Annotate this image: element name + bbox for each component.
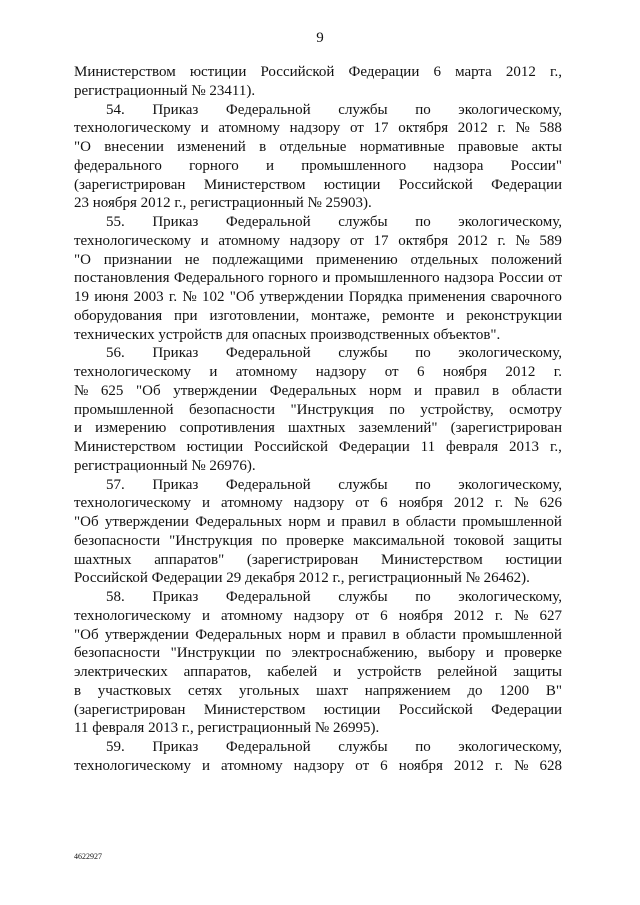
word: признании (103, 251, 172, 268)
word: Российской (254, 439, 328, 455)
word: федерального (74, 157, 162, 174)
word: промышленной (462, 626, 562, 643)
word: 589 (539, 232, 562, 249)
word: положений (491, 251, 562, 268)
word: 55. (106, 214, 125, 230)
word: г. (168, 289, 178, 305)
word: промышленного (301, 157, 407, 174)
text-line (74, 532, 562, 551)
word: по (265, 645, 282, 662)
word: 58. (106, 589, 125, 605)
word: 6 (416, 364, 425, 380)
word: 59. (106, 739, 125, 755)
word: Порядка (348, 289, 403, 305)
word: реконструкции (466, 307, 562, 324)
text-line (74, 101, 562, 120)
text-line (74, 344, 562, 363)
word: технологическому (74, 232, 191, 249)
word: 2003 (133, 289, 164, 305)
word: утверждении (104, 626, 189, 643)
text-line (74, 213, 562, 232)
word: экологическому, (458, 101, 562, 118)
text-line (74, 307, 562, 326)
word: г., (550, 64, 562, 80)
word: максимальной (352, 532, 445, 549)
word: "Инструкции (170, 645, 256, 662)
text-line (74, 644, 562, 663)
word: релейной (437, 664, 498, 680)
word: аппаратов, (183, 664, 252, 680)
word: измерению (95, 420, 167, 437)
word: Федеральных (195, 514, 283, 530)
word: электроснабжению, (291, 645, 418, 662)
word: проверке (504, 645, 562, 662)
word: Федерации (491, 176, 562, 193)
word: июня (94, 289, 129, 305)
word: правовые (457, 139, 519, 155)
word: участковых (97, 682, 172, 699)
word: юстиции (189, 64, 247, 80)
word: в (74, 682, 82, 699)
word: технологическому (74, 364, 191, 380)
page-number: 9 (316, 30, 324, 46)
word: и (202, 607, 211, 624)
word: шахт (316, 682, 349, 699)
word: и (322, 270, 331, 287)
word: "Об (229, 289, 255, 305)
word: № (515, 232, 530, 249)
word: 588 (539, 120, 562, 137)
word: оборудования (74, 307, 163, 324)
word: надзору (293, 607, 345, 624)
text-line: 11 февраля 2013 г., регистрационный № 26995). (74, 720, 380, 737)
word: г. (494, 757, 504, 774)
word: надзору (289, 120, 341, 137)
word: сетях (188, 682, 223, 699)
word: области (405, 514, 457, 530)
word: "Об (74, 514, 99, 530)
word: (зарегистрирован (74, 701, 186, 718)
word: осмотру (509, 401, 562, 418)
word: отдельных (410, 251, 479, 268)
text-line (74, 607, 562, 626)
word: норм (288, 514, 321, 530)
word: при (174, 307, 198, 324)
word: Министерством (74, 64, 176, 80)
word: промышленного (334, 270, 440, 287)
text-line (74, 438, 562, 457)
word: В" (545, 682, 562, 699)
word: ноября (398, 757, 443, 774)
word: постановления (74, 270, 170, 287)
text-line (74, 382, 562, 401)
word: атомному (235, 364, 298, 380)
word: шахтных (288, 420, 346, 437)
word: и (200, 232, 209, 249)
word: службы (338, 214, 388, 230)
word: в (392, 514, 400, 530)
word: 2012 (453, 757, 484, 774)
word: Российской (398, 176, 473, 193)
word: надзору (315, 364, 367, 380)
word: по (415, 476, 431, 493)
word: отдельные (279, 139, 347, 155)
word: 17 (373, 232, 389, 249)
word: от (349, 232, 364, 249)
word: и (200, 120, 209, 137)
word: не (184, 251, 200, 268)
word: Федерации (348, 64, 420, 80)
word: безопасности (74, 645, 161, 662)
word: и (202, 757, 211, 774)
word: службы (338, 345, 388, 362)
word: Федерации (338, 439, 410, 455)
word: горного (268, 270, 318, 287)
text-line (74, 288, 562, 307)
word: 17 (373, 120, 389, 137)
word: России (498, 270, 544, 287)
word: № (182, 289, 197, 305)
word: № (74, 382, 89, 399)
word: Министерством (381, 551, 483, 568)
word: от (355, 607, 370, 624)
word: угольных (238, 682, 300, 699)
text-line (74, 63, 562, 82)
word: технологическому (74, 495, 191, 512)
text-line (74, 269, 562, 288)
word: правил (341, 514, 387, 530)
word: по (415, 214, 431, 230)
text-line (74, 157, 562, 176)
word: атомному (221, 495, 283, 512)
word: "Об (74, 626, 99, 643)
word: 2012 (457, 120, 488, 137)
word: октября (398, 232, 449, 249)
word: и (485, 645, 494, 662)
word: октября (398, 120, 449, 137)
text-line (74, 176, 562, 195)
word: от (355, 757, 370, 774)
word: до (467, 682, 483, 699)
word: экологическому, (458, 345, 562, 362)
word: 102 (201, 289, 225, 305)
word: по (415, 589, 431, 605)
word: Федеральной (225, 214, 311, 230)
word: применению (316, 251, 398, 268)
word: надзора (433, 157, 484, 174)
word: защиты (513, 532, 562, 549)
word: России" (510, 157, 562, 174)
text-line (74, 551, 562, 570)
text-line (74, 513, 562, 532)
text-line (74, 494, 562, 513)
word: норм (288, 626, 321, 643)
word: 2012 (505, 64, 536, 80)
text-line (74, 701, 562, 720)
word: Российской (260, 64, 335, 80)
text-line: 23 ноября 2012 г., регистрационный № 25903). (74, 195, 372, 212)
word: № (514, 607, 529, 624)
word: устройству, (420, 401, 494, 418)
word: по (389, 401, 405, 418)
word: и (265, 157, 275, 174)
text-line (74, 757, 562, 776)
word: подлежащими (212, 251, 304, 268)
word: юстиции (186, 439, 244, 455)
word: безопасности (74, 532, 161, 549)
word: № (514, 495, 529, 512)
word: в (392, 626, 400, 643)
word: Приказ (152, 739, 199, 755)
word: (зарегистрирован (246, 551, 359, 568)
word: по (415, 739, 431, 755)
text-line (74, 738, 562, 757)
word: по (415, 345, 431, 362)
word: и (209, 364, 218, 380)
word: и (414, 382, 423, 399)
word: от (384, 364, 399, 380)
word: в (492, 382, 500, 399)
word: Федеральной (225, 345, 311, 362)
word: Федеральной (225, 739, 311, 755)
word: ремонте (382, 307, 435, 324)
word: от (548, 270, 562, 287)
word: службы (338, 476, 388, 493)
word: внесении (104, 139, 164, 155)
word: Министерством (203, 176, 306, 193)
word: атомному (221, 757, 283, 774)
word: области (405, 626, 457, 643)
word: утверждении (173, 382, 258, 399)
word: 2012 (453, 495, 484, 512)
text-line (74, 363, 562, 382)
word: Приказ (152, 214, 199, 230)
word: области (511, 382, 562, 399)
word: утверждении (259, 289, 344, 305)
word: сварочного (490, 289, 562, 305)
word: Федеральной (225, 101, 311, 118)
text-line: технических устройств для опасных производственных объектов". (74, 326, 501, 343)
word: службы (338, 739, 388, 755)
word: акты (531, 139, 562, 155)
word: применения (408, 289, 486, 305)
word: атомному (221, 607, 283, 624)
document-body (74, 63, 562, 776)
word: монтаже, (311, 307, 371, 324)
text-line (74, 663, 562, 682)
word: г. (494, 495, 504, 512)
word: 2013 (509, 439, 540, 455)
word: сопротивления (179, 420, 275, 437)
word: 2012 (453, 607, 484, 624)
word: правил (434, 382, 480, 399)
word: 1200 (499, 682, 530, 699)
word: "Инструкция (169, 532, 253, 549)
word: 2012 (505, 364, 536, 380)
word: технологическому (74, 607, 191, 624)
word: токовой (453, 532, 505, 549)
word: технологическому (74, 757, 191, 774)
word: электрических (74, 664, 168, 680)
word: г. (553, 364, 562, 380)
word: заземлений" (358, 420, 438, 437)
word: промышленной (74, 401, 174, 418)
word: 628 (539, 757, 562, 774)
word: г., (549, 439, 562, 455)
word: "Инструкция (290, 401, 374, 418)
text-line: регистрационный № 23411). (74, 82, 256, 99)
word: выбору (428, 645, 476, 662)
text-line (74, 401, 562, 420)
word: напряжением (364, 682, 451, 699)
word: марта (455, 64, 492, 80)
text-line (74, 419, 562, 438)
word: Российской (398, 701, 473, 718)
word: юстиции (505, 551, 562, 568)
word: и (202, 495, 211, 512)
word: технологическому (74, 120, 191, 137)
word: кабелей (267, 664, 318, 680)
word: аппаратов" (154, 551, 225, 568)
text-line: регистрационный № 26976). (74, 457, 256, 474)
word: горного (189, 157, 239, 174)
word: экологическому, (458, 589, 562, 605)
word: 6 (380, 495, 388, 512)
word: Федеральных (195, 626, 283, 643)
word: "О (74, 139, 91, 155)
word: от (355, 495, 370, 512)
word: Министерством (203, 701, 306, 718)
word: правил (341, 626, 387, 643)
text-line (74, 588, 562, 607)
word: (зарегистрирован (74, 176, 186, 193)
word: и (333, 664, 342, 680)
word: "Об (136, 382, 161, 399)
word: 6 (380, 607, 388, 624)
text-line (74, 251, 562, 270)
word: экологическому, (458, 476, 562, 493)
word: устройств (357, 664, 422, 680)
word: от (349, 120, 364, 137)
word: ноября (398, 607, 443, 624)
word: г. (497, 232, 506, 249)
word: надзора (444, 270, 495, 287)
word: атомному (218, 120, 280, 137)
word: юстиции (323, 176, 381, 193)
word: и (326, 514, 336, 530)
word: промышленной (462, 514, 562, 530)
word: Федеральной (225, 476, 311, 493)
document-id: 4622927 (74, 852, 102, 861)
word: защиты (513, 664, 562, 680)
word: Министерством (74, 439, 176, 455)
text-line (74, 682, 562, 701)
word: ноября (398, 495, 443, 512)
word: № (515, 120, 530, 137)
word: № (514, 757, 529, 774)
word: 57. (106, 476, 125, 493)
word: Приказ (152, 589, 199, 605)
word: шахтных (74, 551, 132, 568)
word: службы (338, 589, 388, 605)
word: Федеральной (225, 589, 311, 605)
text-line (74, 476, 562, 495)
word: 19 (74, 289, 89, 305)
word: 56. (106, 345, 125, 362)
word: "О (74, 251, 91, 268)
word: надзору (293, 757, 345, 774)
text-line (74, 138, 562, 157)
word: и (446, 307, 455, 324)
word: надзору (289, 232, 341, 249)
word: безопасности (188, 401, 276, 418)
word: и (74, 420, 83, 437)
word: 2012 (457, 232, 488, 249)
word: юстиции (323, 701, 381, 718)
word: изготовлении, (209, 307, 300, 324)
word: по (415, 101, 431, 118)
word: Федерации (491, 701, 562, 718)
word: 626 (539, 495, 562, 512)
word: Приказ (152, 101, 199, 118)
text-line (74, 119, 562, 138)
word: Федеральных (269, 382, 357, 399)
word: экологическому, (458, 739, 562, 755)
word: 6 (380, 757, 388, 774)
word: утверждении (104, 514, 189, 530)
word: в (259, 139, 267, 155)
word: экологическому, (458, 214, 562, 230)
word: г. (494, 607, 504, 624)
word: ноября (442, 364, 488, 380)
word: Приказ (152, 345, 199, 362)
text-line (74, 232, 562, 251)
word: норм (369, 382, 402, 399)
word: по (261, 532, 278, 549)
word: атомному (218, 232, 280, 249)
word: проверке (286, 532, 344, 549)
word: г. (497, 120, 506, 137)
word: 54. (106, 101, 125, 118)
word: 627 (539, 607, 562, 624)
word: 625 (100, 382, 124, 399)
word: 6 (433, 64, 441, 80)
word: изменений (177, 139, 246, 155)
text-line (74, 626, 562, 645)
word: 11 (420, 439, 436, 455)
word: службы (338, 101, 388, 118)
word: Приказ (152, 476, 199, 493)
word: Федерального (173, 270, 264, 287)
text-line: Российской Федерации 29 декабря 2012 г., регистрационный № 26462). (74, 570, 530, 587)
word: надзору (293, 495, 345, 512)
word: февраля (446, 439, 499, 455)
word: и (326, 626, 336, 643)
word: (зарегистрирован (450, 420, 562, 437)
word: нормативные (359, 139, 445, 155)
